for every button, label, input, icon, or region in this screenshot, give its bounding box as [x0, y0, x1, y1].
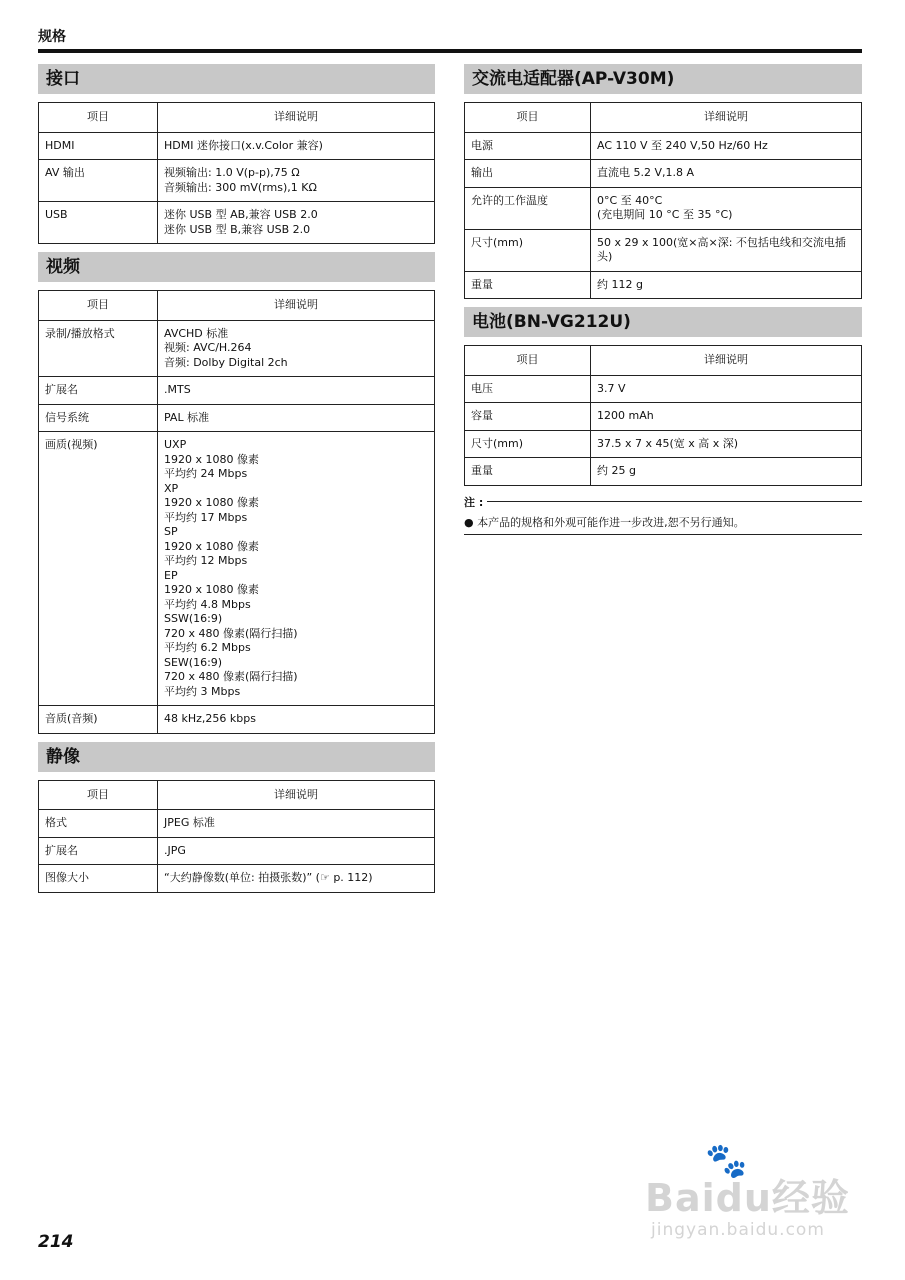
detail-line: 3.7 V — [597, 381, 626, 395]
section-title-interface: 接口 — [38, 64, 435, 94]
row-detail — [158, 320, 435, 377]
row-item-label: 画质(视频) — [39, 432, 158, 706]
detail-line: AC 110 V 至 240 V,50 Hz/60 Hz — [597, 138, 768, 152]
row-detail — [158, 160, 435, 202]
row-item-label: HDMI — [39, 132, 158, 160]
detail-line: 平均约 6.2 Mbps — [164, 641, 251, 654]
watermark-logo: Baidu经验 — [645, 1176, 850, 1220]
left-column — [38, 64, 435, 901]
detail-line: HDMI 迷你接口(x.v.Color 兼容) — [164, 138, 323, 152]
table-header-row — [39, 291, 435, 321]
section-title-battery: 电池(BN-VG212U) — [464, 307, 862, 337]
detail-line: 视频: AVC/H.264 — [164, 341, 252, 354]
table-row — [39, 132, 435, 160]
detail-line: SSW(16:9) — [164, 612, 223, 625]
row-detail — [158, 810, 435, 838]
table-row — [465, 271, 862, 299]
table-row — [465, 187, 862, 229]
right-column — [464, 64, 862, 535]
detail-line: 直流电 5.2 V,1.8 A — [597, 166, 695, 179]
column-header-detail: 详细说明 — [591, 346, 862, 376]
note-header — [464, 494, 862, 510]
detail-line: UXP — [164, 438, 187, 451]
row-item-label: 电源 — [465, 132, 591, 160]
row-item-label: 尺寸(mm) — [465, 430, 591, 458]
detail-line: 平均约 17 Mbps — [164, 510, 248, 524]
detail-line: (充电期间 10 °C 至 35 °C) — [597, 208, 733, 221]
row-item-label: AV 输出 — [39, 160, 158, 202]
detail-line: SEW(16:9) — [164, 655, 223, 669]
column-header-detail: 详细说明 — [158, 291, 435, 321]
row-detail — [591, 132, 862, 160]
video-table — [38, 290, 435, 734]
baidu-watermark — [645, 1141, 865, 1250]
detail-line: 平均约 24 Mbps — [164, 467, 248, 480]
row-detail — [158, 865, 435, 893]
column-header-item: 项目 — [39, 780, 158, 810]
detail-line: 约 112 g — [597, 277, 643, 291]
row-detail — [591, 160, 862, 188]
adapter-table — [464, 102, 862, 299]
table-row — [465, 229, 862, 271]
row-detail — [158, 404, 435, 432]
watermark-url: jingyan.baidu.com — [651, 1220, 825, 1240]
row-item-label: 图像大小 — [39, 865, 158, 893]
column-header-item: 项目 — [39, 291, 158, 321]
row-detail — [591, 430, 862, 458]
detail-line: 音频输出: 300 mV(rms),1 KΩ — [164, 180, 317, 194]
row-item-label: 允许的工作温度 — [465, 187, 591, 229]
page-header — [38, 28, 862, 53]
table-row — [39, 202, 435, 244]
row-detail — [591, 375, 862, 403]
detail-line: 迷你 USB 型 AB,兼容 USB 2.0 — [164, 208, 318, 221]
detail-line: 视频输出: 1.0 V(p-p),75 Ω — [164, 166, 300, 179]
row-item-label: 格式 — [39, 810, 158, 838]
row-item-label: 电压 — [465, 375, 591, 403]
row-detail — [158, 377, 435, 405]
table-row — [465, 375, 862, 403]
row-detail — [158, 132, 435, 160]
row-item-label: 扩展名 — [39, 837, 158, 865]
row-item-label: 扩展名 — [39, 377, 158, 405]
table-row — [39, 865, 435, 893]
detail-line: 迷你 USB 型 B,兼容 USB 2.0 — [164, 222, 311, 236]
page-number: 214 — [38, 1232, 74, 1252]
detail-line: 50 x 29 x 100(宽×高×深: 不包括电线和交流电插头) — [597, 235, 846, 263]
table-header-row — [39, 780, 435, 810]
table-row — [39, 320, 435, 377]
detail-line: 1920 x 1080 像素 — [164, 496, 259, 509]
detail-line: 1920 x 1080 像素 — [164, 539, 259, 553]
row-item-label: 容量 — [465, 403, 591, 431]
detail-line: .MTS — [164, 383, 191, 396]
detail-line: EP — [164, 568, 178, 582]
note-item: ● 本产品的规格和外观可能作进一步改进,恕不另行通知。 — [464, 514, 862, 535]
row-detail — [591, 187, 862, 229]
table-row — [39, 404, 435, 432]
detail-line: 1920 x 1080 像素 — [164, 452, 259, 466]
section-title-still: 静像 — [38, 742, 435, 772]
table-row — [465, 160, 862, 188]
row-item-label: 输出 — [465, 160, 591, 188]
detail-line: SP — [164, 525, 178, 538]
row-item-label: 音质(音频) — [39, 706, 158, 734]
detail-line: 0°C 至 40°C — [597, 193, 663, 207]
page-title: 规格 — [38, 29, 66, 45]
table-row — [465, 458, 862, 486]
row-detail — [591, 403, 862, 431]
row-detail — [158, 202, 435, 244]
section-title-video: 视频 — [38, 252, 435, 282]
row-detail — [591, 458, 862, 486]
row-item-label: USB — [39, 202, 158, 244]
detail-line: JPEG 标准 — [164, 816, 215, 829]
table-row — [465, 430, 862, 458]
table-row — [39, 810, 435, 838]
row-item-label: 录制/播放格式 — [39, 320, 158, 377]
detail-line: 1200 mAh — [597, 409, 654, 422]
detail-line: AVCHD 标准 — [164, 326, 229, 340]
detail-line: XP — [164, 481, 179, 495]
interface-table — [38, 102, 435, 244]
table-row — [39, 160, 435, 202]
table-header-row — [465, 103, 862, 133]
detail-line: 720 x 480 像素(隔行扫描) — [164, 670, 298, 683]
table-row — [39, 706, 435, 734]
detail-line: .JPG — [164, 843, 186, 857]
column-header-detail: 详细说明 — [158, 780, 435, 810]
column-header-detail: 详细说明 — [158, 103, 435, 133]
table-row — [39, 432, 435, 706]
table-header-row — [465, 346, 862, 376]
row-item-label: 信号系统 — [39, 404, 158, 432]
table-row — [465, 132, 862, 160]
header-rule — [38, 49, 862, 53]
detail-line: 平均约 3 Mbps — [164, 684, 241, 698]
table-header-row — [39, 103, 435, 133]
row-detail — [158, 706, 435, 734]
detail-line: 720 x 480 像素(隔行扫描) — [164, 626, 298, 640]
detail-line: 1920 x 1080 像素 — [164, 583, 259, 596]
row-item-label: 尺寸(mm) — [465, 229, 591, 271]
table-row — [465, 403, 862, 431]
paw-icon: 🐾 — [705, 1141, 748, 1181]
note-label: 注 : — [464, 495, 484, 509]
detail-line: 约 25 g — [597, 464, 636, 477]
row-detail — [591, 271, 862, 299]
detail-line: 平均约 4.8 Mbps — [164, 597, 251, 611]
detail-line: 37.5 x 7 x 45(宽 x 高 x 深) — [597, 436, 739, 450]
table-row — [39, 837, 435, 865]
column-header-detail: 详细说明 — [591, 103, 862, 133]
table-row — [39, 377, 435, 405]
note-block — [464, 494, 862, 535]
row-item-label: 重量 — [465, 271, 591, 299]
detail-line: 音频: Dolby Digital 2ch — [164, 355, 288, 369]
row-detail — [158, 432, 435, 706]
detail-line: “大约静像数(单位: 拍摄张数)” (☞ p. 112) — [164, 871, 373, 884]
row-detail — [591, 229, 862, 271]
detail-line: PAL 标准 — [164, 410, 210, 424]
column-header-item: 项目 — [465, 346, 591, 376]
column-header-item: 项目 — [465, 103, 591, 133]
detail-line: 48 kHz,256 kbps — [164, 712, 256, 725]
note-rule — [487, 501, 862, 502]
row-item-label: 重量 — [465, 458, 591, 486]
battery-table — [464, 345, 862, 486]
still-table — [38, 780, 435, 893]
section-title-adapter: 交流电适配器(AP-V30M) — [464, 64, 862, 94]
detail-line: 平均约 12 Mbps — [164, 554, 248, 567]
column-header-item: 项目 — [39, 103, 158, 133]
row-detail — [158, 837, 435, 865]
